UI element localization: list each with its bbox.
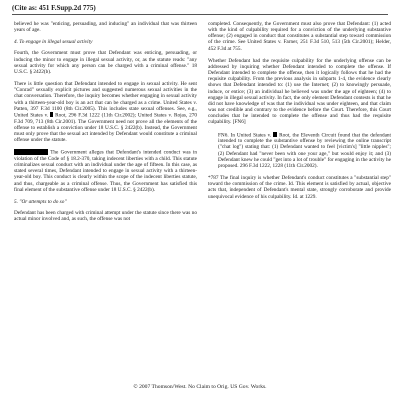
right-paragraph-1: Whether Defendant had the requisite culpability for the underlying offense can be addressed by inquiring whether Defendant intended to complete the offense. If Defendant intended to complete the offense, then it logically follows that he had the requisite culpability. From the previous analysis in subparts 1-4, the evidence clearly shows that Defendant intended to: (1) use the Internet; (2) to knowingly persuade, induce, or entice; (3) an individual he believed was under the age of eighteen; (4) to engage in illegal sexual activity. In fact, the only element Defendant contests is that he did not have knowledge of was that the individual was under eighteen, and that claim was not credible and contrary to the evidence before the Court. Therefore, this Court concludes that he intended to complete the offense and thus had the requisite culpability. [FN6] [208, 57, 391, 126]
right-paragraph-2: *787 The final inquiry is whether Defendant's conduct constitutes a "substantial step" toward the commission of the crime. Id. This element is satisfied by actual, objective acts that, independent of Defendant's mental state, strongly corroborate and provide unequivocal evidence of his culpability. Id. at 1229. [208, 175, 391, 200]
right-paragraph-0b: See United States v. Farner, 251 F.3d 510, 513 (5th Cir.2001); Helder, 452 F.3d at 755. [208, 39, 391, 52]
redaction-block [273, 132, 277, 138]
right-paragraph-0a: completed. Consequently, the Government must also prove that Defendant: (1) acted with the kind of culpability required for a conviction of the underlying substantive offense; (2) engaged in conduct that constitutes a substantial step toward commission of the crime. [208, 21, 391, 46]
section-heading-4: 4. To engage in illegal sexual activity [14, 39, 93, 46]
section-heading-5: 5. "Or attempts to do so" [14, 198, 67, 205]
left-paragraph-2b: United States v. Patten, 397 F.3d 1100 (8th Cir.2005). This includes state sexual offenses. See, e.g., United States v. [14, 99, 197, 119]
left-paragraph-2c: Root, 296 F.3d 1222 (11th Cir.2002); United States v. Rojas, 270 F.3d 709, 713 (8th Cir.2001). The Government need not prove all the elements of the offense to establish a conviction under 18 U.S.C. § 2422(b). Instead, the Government must only prove that the sexual act intended by Defendant would constitute a criminal offense under the statute. [14, 112, 198, 144]
header-rule [12, 14, 388, 15]
footnote-6b: Root, the Eleventh Circuit found that the defendant intended to complete the substantive offense by reviewing the online transcript ("chat log") stating that: (1) Defendant wanted to feel [victim's] "little nipples"; (2) Defendant had "never been with one your age," but would enjoy it; and (3) Defendant knew he could "get into a lot of trouble" for engaging in the activity he proposed. 296 F.3d 1222, 1228 (11th Cir.2002). [218, 132, 392, 169]
redaction-block [50, 112, 53, 118]
left-paragraph-1: Fourth, the Government must prove that Defendant was enticing, persuading, or inducing the minor to engage in illegal sexual activity, or, as the statute reads: "any sexual activity for which any person can be charged with a criminal offense." 18 U.S.C. § 2422(b). [14, 50, 197, 75]
footnote-6 [218, 132, 391, 170]
left-paragraph-3 [14, 149, 197, 193]
left-paragraph-0: believed he was "enticing, persuading, and inducing" an individual that was thirteen years of age. [14, 21, 197, 34]
left-paragraph-4: Defendant has been charged with criminal attempt under the statute since there was no actual minor involved and, as such, the offense was not [14, 210, 197, 223]
copyright-footer: © 2007 Thomson/West. No Claim to Orig. US Gov. Works. [133, 384, 267, 390]
left-paragraph-3-text: The Government alleges that Defendant's intended conduct was in violation of the Code of § 18.2-370, taking indecent liberties with a child. This statute criminalizes sexual conduct with an individual under the age of fifteen. In this case, as stated several times, Defendant intended to engage in sexual activity with a thirteen-year-old boy. This conduct is clearly within the scope of the indecent liberties statute, and thus, chargeable as a criminal offense. Thus, the Government has satisfied this final element of the substantive offense under 18 U.S.C. § 2422(b). [14, 149, 198, 193]
left-column [14, 21, 197, 228]
footnote-6a: FN6. In United States v. [218, 132, 272, 139]
right-paragraph-0 [208, 21, 391, 52]
left-paragraph-2 [14, 81, 197, 143]
redaction-block [14, 149, 48, 155]
left-paragraph-2a: There is little question that Defendant intended to engage in sexual activity. He sent "Conrad" sexually explicit pictures and suggested numerous sexual activities in the chat conversation. Therefore, the inquiry becomes whether engaging in sexual activity with a thirteen-year-old boy is an act that can be charged as a crime. [14, 81, 197, 106]
right-column [208, 21, 391, 206]
citation-header: (Cite as: 451 F.Supp.2d 775) [12, 4, 96, 12]
